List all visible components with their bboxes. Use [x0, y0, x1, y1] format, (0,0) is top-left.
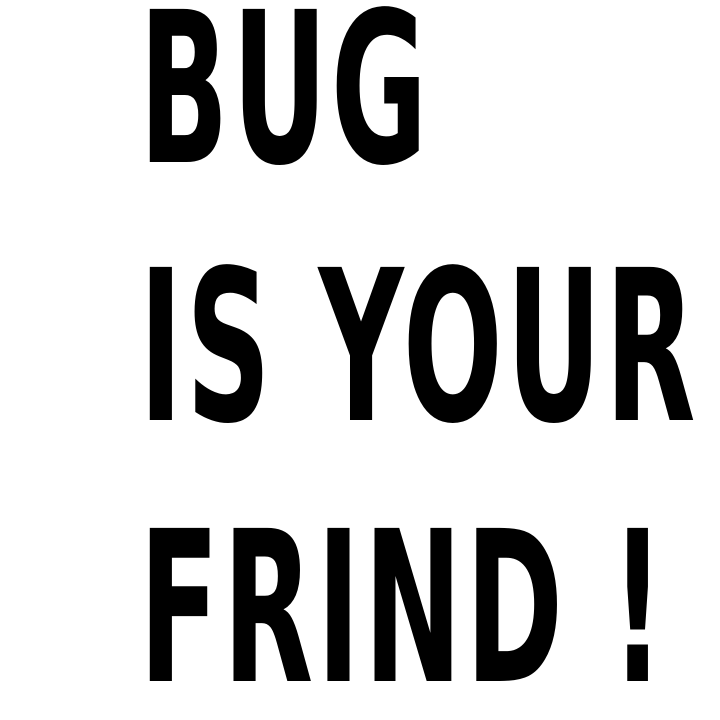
- headline-line-1: BUG: [139, 0, 431, 212]
- headline-line-3: FRIND !: [139, 486, 668, 720]
- headline-line-2: IS YOUR: [139, 225, 699, 470]
